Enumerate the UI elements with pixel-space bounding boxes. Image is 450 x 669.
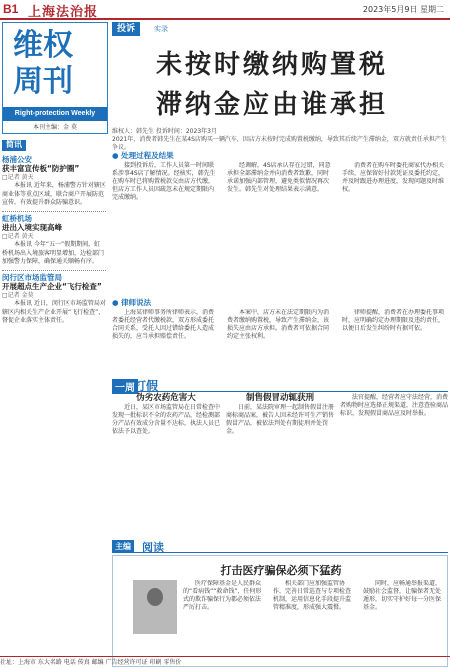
- editorial-text-3: 同时，应畅通举报渠道，鼓励社会监督，让骗保者无处遁形，切实守护好每一分医保基金。: [363, 580, 442, 611]
- author-portrait: [133, 580, 177, 634]
- article-text-2: 经调解，4S店承认存在过错，同意承担全部滞纳金并向消费者致歉，同时承诺加强内部管理，避免类似情况再次发生。韩先生对处理结果表示满意。: [227, 162, 331, 193]
- brief-2-reporter: □记者 黄天: [2, 232, 34, 240]
- editorial-section-header: [112, 540, 448, 553]
- anti-fake-label-a: 一周: [112, 379, 138, 394]
- brief-2-text: 本报讯 今年“五一”假期期间，虹桥机场出入境旅客明显增加，边检部门加强警力保障，确保通关顺畅有序。: [2, 241, 105, 265]
- article-col-3: [342, 162, 448, 194]
- page-number: B1: [3, 2, 19, 16]
- brief-tag: 简讯: [2, 140, 26, 151]
- divider: [2, 211, 106, 212]
- editorial-text-1: 医疗保障基金是人民群众的“看病钱”“救命钱”，任何形式的欺诈骗保行为都必须依法严厉打击。: [183, 580, 262, 611]
- editorial-box: [112, 555, 448, 667]
- brief-1-title: 获丰富宣传板“防护圈”: [2, 164, 80, 173]
- section-title-1: 维权: [13, 28, 73, 63]
- divider: [2, 270, 106, 271]
- sidebar: [0, 22, 108, 650]
- section-banner: [2, 22, 108, 134]
- brief-1-text: 本报讯 近年来，杨浦警方针对辖区商业体等重点区域，联合商户开展防范宣传，有效提升群众防骗意识。: [2, 182, 106, 206]
- brief-3-title: 闵行区市场监管局: [2, 272, 62, 282]
- issue-date: 2023年5月9日 星期二: [362, 5, 444, 14]
- story-3-text: 法官提醒，经营者应守法经营，消费者购物时应选择正规渠道，注意查验商品标识，发现假冒商品应及时举报。: [340, 394, 449, 417]
- article-text-1: 接到投诉后，工作人员第一时间联系涉事4S店了解情况。经核实，韩先生在购车时已将购置税款交由店方代缴，但店方工作人员因疏忽未在规定期限内完成缴纳。: [112, 162, 216, 201]
- brief-3-text: 本报讯 近日，闵行区市场监管局对辖区内相关生产企业开展“飞行检查”，督促企业落实主体责任。: [2, 300, 106, 324]
- story-2-title: 制售假冒动辄获刑: [245, 393, 314, 403]
- law-col-3: [342, 309, 448, 333]
- brief-news: [2, 138, 106, 326]
- law-col-1: [112, 309, 218, 341]
- story-1-title: 伪劣农药危害大: [136, 393, 196, 403]
- section-title-english: Right-protection Weekly: [3, 107, 107, 121]
- masthead: [0, 0, 450, 20]
- law-text-1: 上海某律师事务所律师表示，消费者委托经营者代缴税款，双方形成委托合同关系，受托人因过错给委托人造成损失的，应当承担赔偿责任。: [112, 309, 215, 340]
- kicker-sub: 实录: [154, 25, 168, 33]
- law-text-3: 律师提醒，消费者在办理委托事项时，应明确约定办理期限及违约责任，以便日后发生纠纷时有据可依。: [342, 309, 445, 332]
- section-title-2: 周刊: [13, 64, 73, 99]
- newspaper-logo: 上海法治报: [28, 5, 99, 20]
- anti-fake-label-b: 打假: [134, 379, 159, 393]
- lawyer-heading: ● 律师说法: [112, 298, 152, 307]
- headline-line-1: 未按时缴纳购置税: [156, 50, 389, 80]
- byline: [112, 128, 448, 152]
- editorial-title: 打击医疗骗保必须下猛药: [220, 564, 342, 577]
- editor-credit: 本刊主编：金 莫: [33, 124, 77, 131]
- brief-3-subtitle: 开展超点生产企业“飞行检查”: [2, 282, 102, 291]
- article-col-2: [227, 162, 333, 194]
- anti-fake-section-header: [112, 379, 448, 392]
- headline-line-2: 滞纳金应由谁承担: [156, 90, 389, 120]
- editorial-text-2: 相关部门应加强监管协作，完善日常巡查与专项检查机制，运用信息化手段提升监管精准度，形成强大震慑。: [273, 580, 352, 611]
- editorial-col-2: [273, 580, 355, 612]
- brief-2-title: 虹桥机场: [2, 213, 32, 223]
- footer: 社址：上海市 东大名路 电话 传真 邮编 广告经营许可证 印刷 零售价: [0, 656, 450, 669]
- editorial-label-a: 主编: [112, 540, 134, 553]
- law-col-2: [227, 309, 333, 341]
- byline-meta: 维权人：韩先生 投诉时间：2023年3月: [112, 128, 217, 135]
- article-columns: [112, 150, 448, 290]
- editorial-col-3: [363, 580, 443, 612]
- lead-paragraph: 2021年，消费者韩先生在某4S店购买一辆汽车，因店方未按时完成购置税缴纳，导致其后续产生滞纳金，双方就责任承担产生争议。: [112, 136, 447, 151]
- brief-1-reporter: □记者 黄天: [2, 173, 34, 181]
- brief-3-reporter: □记者 金莫: [2, 291, 34, 299]
- process-heading: ● 处理过程及结果: [112, 151, 174, 160]
- story-1-text: 近日，某区市场监管局在日常检查中发现一批标识不全的农药产品，经检测部分产品有效成分含量不达标，执法人员已依法予以查处。: [112, 404, 221, 435]
- article-col-1: [112, 150, 218, 202]
- editorial-col-1: [183, 580, 265, 612]
- law-text-2: 本案中，店方未在法定期限内为消费者缴纳购置税，导致产生滞纳金，该损失应由店方承担。消费者可依据合同约定主张权利。: [227, 309, 330, 340]
- article-text-3: 消费者在购车时委托商家代办相关手续，应保留好付款凭证及委托约定，并及时跟进办理进度，发现问题及时维权。: [342, 162, 445, 193]
- story-1: [112, 394, 220, 436]
- brief-2-subtitle: 进出入境实现高峰: [2, 223, 62, 232]
- lawyer-box: [112, 309, 448, 369]
- story-2: [226, 394, 334, 436]
- kicker-label: 投诉: [112, 22, 140, 36]
- brief-1-place: 杨浦公安: [2, 154, 32, 164]
- editorial-label-b: 阅读: [142, 541, 164, 554]
- story-3: [340, 394, 448, 418]
- headline-block: [112, 38, 448, 128]
- story-2-text: 日前，某法院审理一起制售假冒注册商标商品案，被告人因未经许可生产销售假冒产品，被依法判处有期徒刑并处罚金。: [226, 404, 335, 435]
